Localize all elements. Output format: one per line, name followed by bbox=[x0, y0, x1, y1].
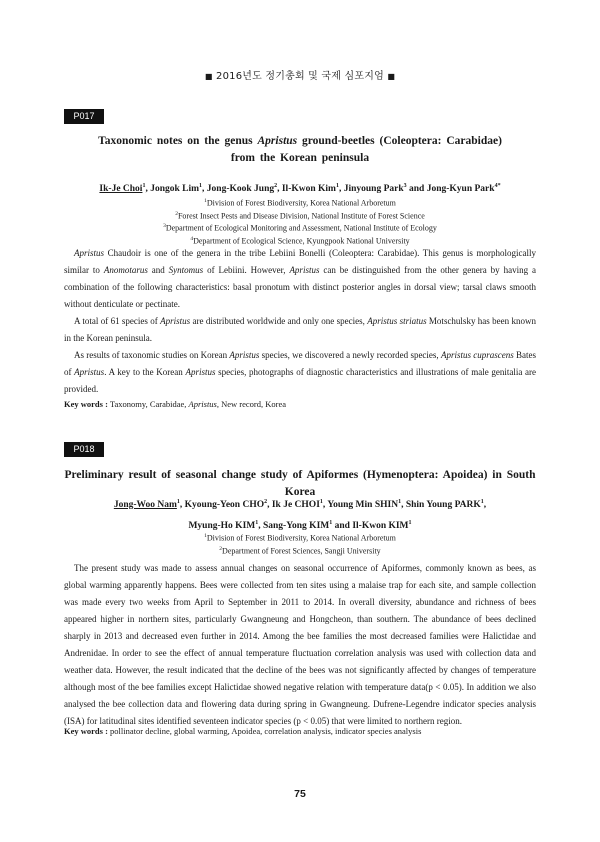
affiliation: $^4$Department of Ecological Science, Kyungpook National University bbox=[190, 235, 410, 246]
abstract-paragraph: A total of 61 species of Apristus are distributed worldwide and only one species, Apristus striatus Motschulsky has been known in the Korean peninsula. bbox=[64, 316, 536, 343]
author-name: Il-Kwon KIM bbox=[352, 521, 409, 532]
author-name: Il-Kwon Kim bbox=[281, 184, 336, 195]
square-bullet-icon: ■ bbox=[204, 72, 213, 81]
poster-tag: P017 bbox=[64, 109, 104, 124]
square-bullet-icon: ■ bbox=[387, 72, 396, 81]
author-name: Jongok Lim bbox=[150, 184, 200, 195]
affiliation: $^2$Department of Forest Sciences, Sangji University bbox=[219, 545, 381, 556]
abstract-text bbox=[64, 245, 536, 398]
abstract-text bbox=[64, 560, 536, 730]
author-name: Jong-Kook Jung bbox=[206, 184, 275, 195]
affiliation-list bbox=[64, 196, 536, 247]
keywords-label: Key words : bbox=[64, 399, 108, 409]
author-list: Ik-Je Choi$^1$, Jongok Lim$^1$, Jong-Kook Jung$^2$, Il-Kwon Kim$^1$, Jinyoung Park$^3$ and Jong-Kyun Park$^{4*}$ bbox=[99, 183, 501, 195]
keywords-value: Taxonomy, Carabidae, Apristus, New record, Korea bbox=[107, 399, 287, 409]
article-title bbox=[64, 133, 536, 167]
affiliation: $^1$Division of Forest Biodiversity, Korea National Arboretum bbox=[204, 533, 396, 543]
author-name: Ik-Je Choi bbox=[99, 184, 143, 195]
abstract-paragraph: As results of taxonomic studies on Korean Apristus species, we discovered a newly recorded species, Apristus cuprascens Bates of Apristus. A key to the Korean Apristus species, photographs of diagnostic characteristics and illustrations of male genitalia are provided. bbox=[64, 350, 536, 394]
article-title: Preliminary result of seasonal change study of Apiformes (Hymenoptera: Apoidea) in South Korea bbox=[64, 469, 536, 498]
author-name: Kyoung-Yeon CHO bbox=[184, 500, 265, 511]
affiliation-list bbox=[64, 531, 536, 556]
symposium-header bbox=[0, 67, 600, 82]
abstract-paragraph: Apristus Chaudoir is one of the genera in the tribe Lebiini Bonelli (Coleoptera: Carabidae). This genus is morphologically similar to Anomotarus and Syntomus of Lebiini. However, Apristus can be distinguished from the other genera by having a combination of the following characteristics: basal pronotum with distinct posterior angles in dorsal view; tarsal claws smooth without denticulate or pectinate. bbox=[64, 248, 536, 309]
author-name: Myung-Ho KIM bbox=[188, 521, 256, 532]
keywords-value: pollinator decline, global warming, Apoidea, correlation analysis, indicator species analysis bbox=[107, 726, 422, 736]
author-list: Jong-Woo Nam$^1$, Kyoung-Yeon CHO$^2$, Ik Je CHOI$^1$, Young Min SHIN$^1$, Shin Young PARK$^1$, Myung-Ho KIM$^1$, Sang-Yong KIM$^1$ and Il-Kwon KIM$^1$ bbox=[113, 499, 487, 532]
affiliation: $^1$Division of Forest Biodiversity, Korea National Arboretum bbox=[204, 198, 396, 208]
affiliation: $^3$Department of Ecological Monitoring and Assessment, National Institute of Ecology bbox=[163, 223, 437, 233]
author-name: Jinyoung Park bbox=[343, 184, 404, 195]
title-line-2: from the Korean peninsula bbox=[230, 152, 370, 164]
author-name: Shin Young PARK bbox=[405, 500, 481, 511]
affiliation: $^2$Forest Insect Pests and Disease Division, National Institute of Forest Science bbox=[175, 210, 425, 221]
abstract-paragraph: The present study was made to assess annual changes on seasonal occurrence of Apiformes, commonly known as bees, as global warming apparently happens. Bees were collected from ten sites using a malaise trap for each site, and sample collection was made every two weeks from April to September in 2011 to 2014. In overall diversity, abundance and richness of bees appeared higher in northern sites, particularly Gwangneung and Hongcheon, than southern. The abundance of bees declined sharply in 2013 and decreased even further in 2014. Among the bee families the most decreased families were Halictidae and Andrenidae. In order to see the effect of annual temperature fluctuation correlation analysis was used with collection data and weather data. However, the result indicated that the decline of the bees was not significantly affected by changes of temperature although most of the bee families except Halictidae showed negative relation with temperature data(p < 0.05). In addition we also analysed the bee collection data and flowering data during spring in Gwangneung. Dufrene-Legendre indicator species analysis (ISA) for latitudinal sites identified seventeen indicator species (p < 0.05) that were limited to northern region. bbox=[64, 563, 536, 726]
author-name: Ik Je CHOI bbox=[271, 500, 320, 511]
page-number: 75 bbox=[294, 788, 306, 800]
author-name: Jong-Woo Nam bbox=[113, 500, 177, 511]
header-title: 2016년도 정기총회 및 국제 심포지엄 bbox=[216, 71, 384, 82]
author-name: Young Min SHIN bbox=[327, 500, 399, 511]
title-line-1: Taxonomic notes on the genus Apristus ground-beetles (Coleoptera: Carabidae) bbox=[98, 135, 502, 147]
keywords bbox=[64, 725, 536, 737]
poster-tag: P018 bbox=[64, 442, 104, 457]
keywords-label: Key words : bbox=[64, 726, 108, 736]
author-name: Sang-Yong KIM bbox=[262, 521, 330, 532]
keywords bbox=[64, 398, 536, 410]
author-name: Jong-Kyun Park bbox=[426, 184, 495, 195]
